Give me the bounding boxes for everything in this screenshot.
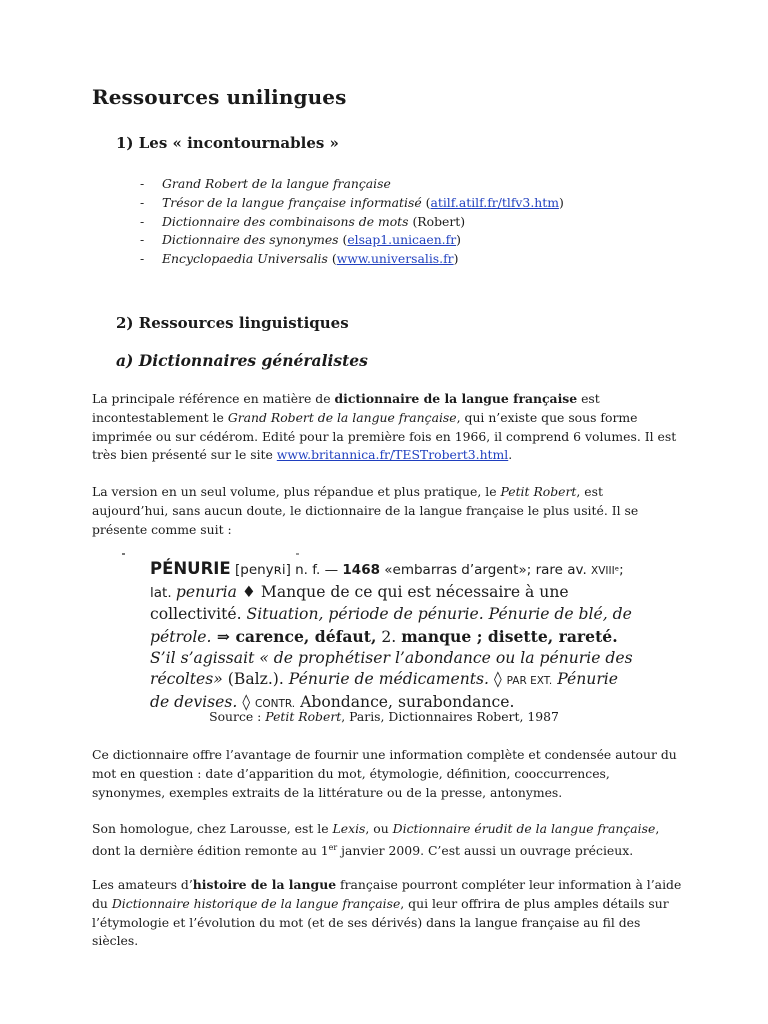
list-item: - Grand Robert de la langue française: [140, 176, 391, 191]
subsection-heading: a) Dictionnaires généralistes: [116, 351, 368, 370]
entry-definition: Manque de ce qui est nécessaire à une collectivité.: [150, 583, 569, 624]
scan-artifact: [122, 553, 125, 555]
image-caption: Source : Petit Robert, Paris, Dictionnaires Robert, 1987: [209, 709, 559, 724]
britannica-link[interactable]: www.britannica.fr/TESTrobert3.html: [276, 447, 509, 463]
resource-title: Grand Robert de la langue française: [162, 176, 391, 191]
section-heading-incontournables: 1) Les « incontournables »: [116, 134, 339, 152]
section-heading-linguistiques: 2) Ressources linguistiques: [116, 314, 349, 332]
list-item: - Trésor de la langue française informatisé (atilf.atilf.fr/tlfv3.htm): [140, 194, 564, 210]
paragraph-lexis: Son homologue, chez Larousse, est le Lexis, ou Dictionnaire érudit de la langue française, dont la dernière édition remonte au 1er janvier 2009. C’est aussi un ouvrage précieux.: [92, 821, 660, 858]
resource-title: Dictionnaire des combinaisons de mots: [162, 213, 409, 229]
paragraph-avantages: Ce dictionnaire offre l’avantage de fournir une information complète et condensée autour du mot en question : date d’apparition du mot, étymologie, définition, cooccurrences, synonymes, exemples extraits de la littérature ou de la presse, antonymes.: [92, 747, 677, 800]
list-item: - Dictionnaire des synonymes (elsap1.unicaen.fr): [140, 232, 461, 248]
synonymes-link[interactable]: elsap1.unicaen.fr: [347, 232, 457, 248]
page-title: Ressources unilingues: [92, 85, 347, 109]
tlfi-link[interactable]: atilf.atilf.fr/tlfv3.htm: [430, 194, 559, 210]
universalis-link[interactable]: www.universalis.fr: [336, 251, 454, 267]
paragraph-histoire: Les amateurs d’histoire de la langue française pourront compléter leur information à l’aide du Dictionnaire historique de la langue française, qui leur offrira de plus amples détails sur l’étymologie et l’évolution du mot (et de ses dérivés) dans la langue française au fil des siècles.: [92, 877, 682, 949]
scan-artifact: [296, 553, 299, 555]
resource-list: [140, 175, 564, 269]
paragraph-grand-robert: La principale référence en matière de dictionnaire de la langue française est incontestablement le Grand Robert de la langue française, qui n’existe que sous forme imprimée ou sur cédérom. Edité pour la première fois en 1966, il comprend 6 volumes. Il est très bien présenté sur le site www.britannica.fr/TESTrobert3.html.: [92, 391, 677, 463]
list-item: - Dictionnaire des combinaisons de mots (Robert): [140, 213, 466, 229]
resource-title: Encyclopaedia Universalis: [162, 251, 328, 267]
resource-title: Trésor de la langue française informatisé: [162, 194, 422, 210]
resource-title: Dictionnaire des synonymes: [162, 232, 339, 248]
dictionary-entry-image: PÉNURIE [penyʀi] n. f. — 1468 «embarras d’argent»; rare av. XVIIIᵉ; lat. penuria ♦ Manque de ce qui est nécessaire à une collectivité. Situation, période de pénurie. Pénurie de blé, de pétrole. ⇒ carence, défaut, 2. manque ; disette, rareté. S’il s’agissait « de prophétiser l’abondance ou la pénurie des récoltes» (Balz.). Pénurie de médicaments. ◊ PAR EXT. Pénurie de devises. ◊ CONTR. Abondance, surabondance.: [150, 559, 633, 712]
entry-headword: PÉNURIE: [150, 559, 231, 578]
paragraph-petit-robert: La version en un seul volume, plus répandue et plus pratique, le Petit Robert, est aujourd’hui, sans aucun doute, le dictionnaire de la langue française le plus usité. Il se présente comme suit :: [92, 484, 639, 537]
list-item: - Encyclopaedia Universalis (www.universalis.fr): [140, 251, 459, 267]
